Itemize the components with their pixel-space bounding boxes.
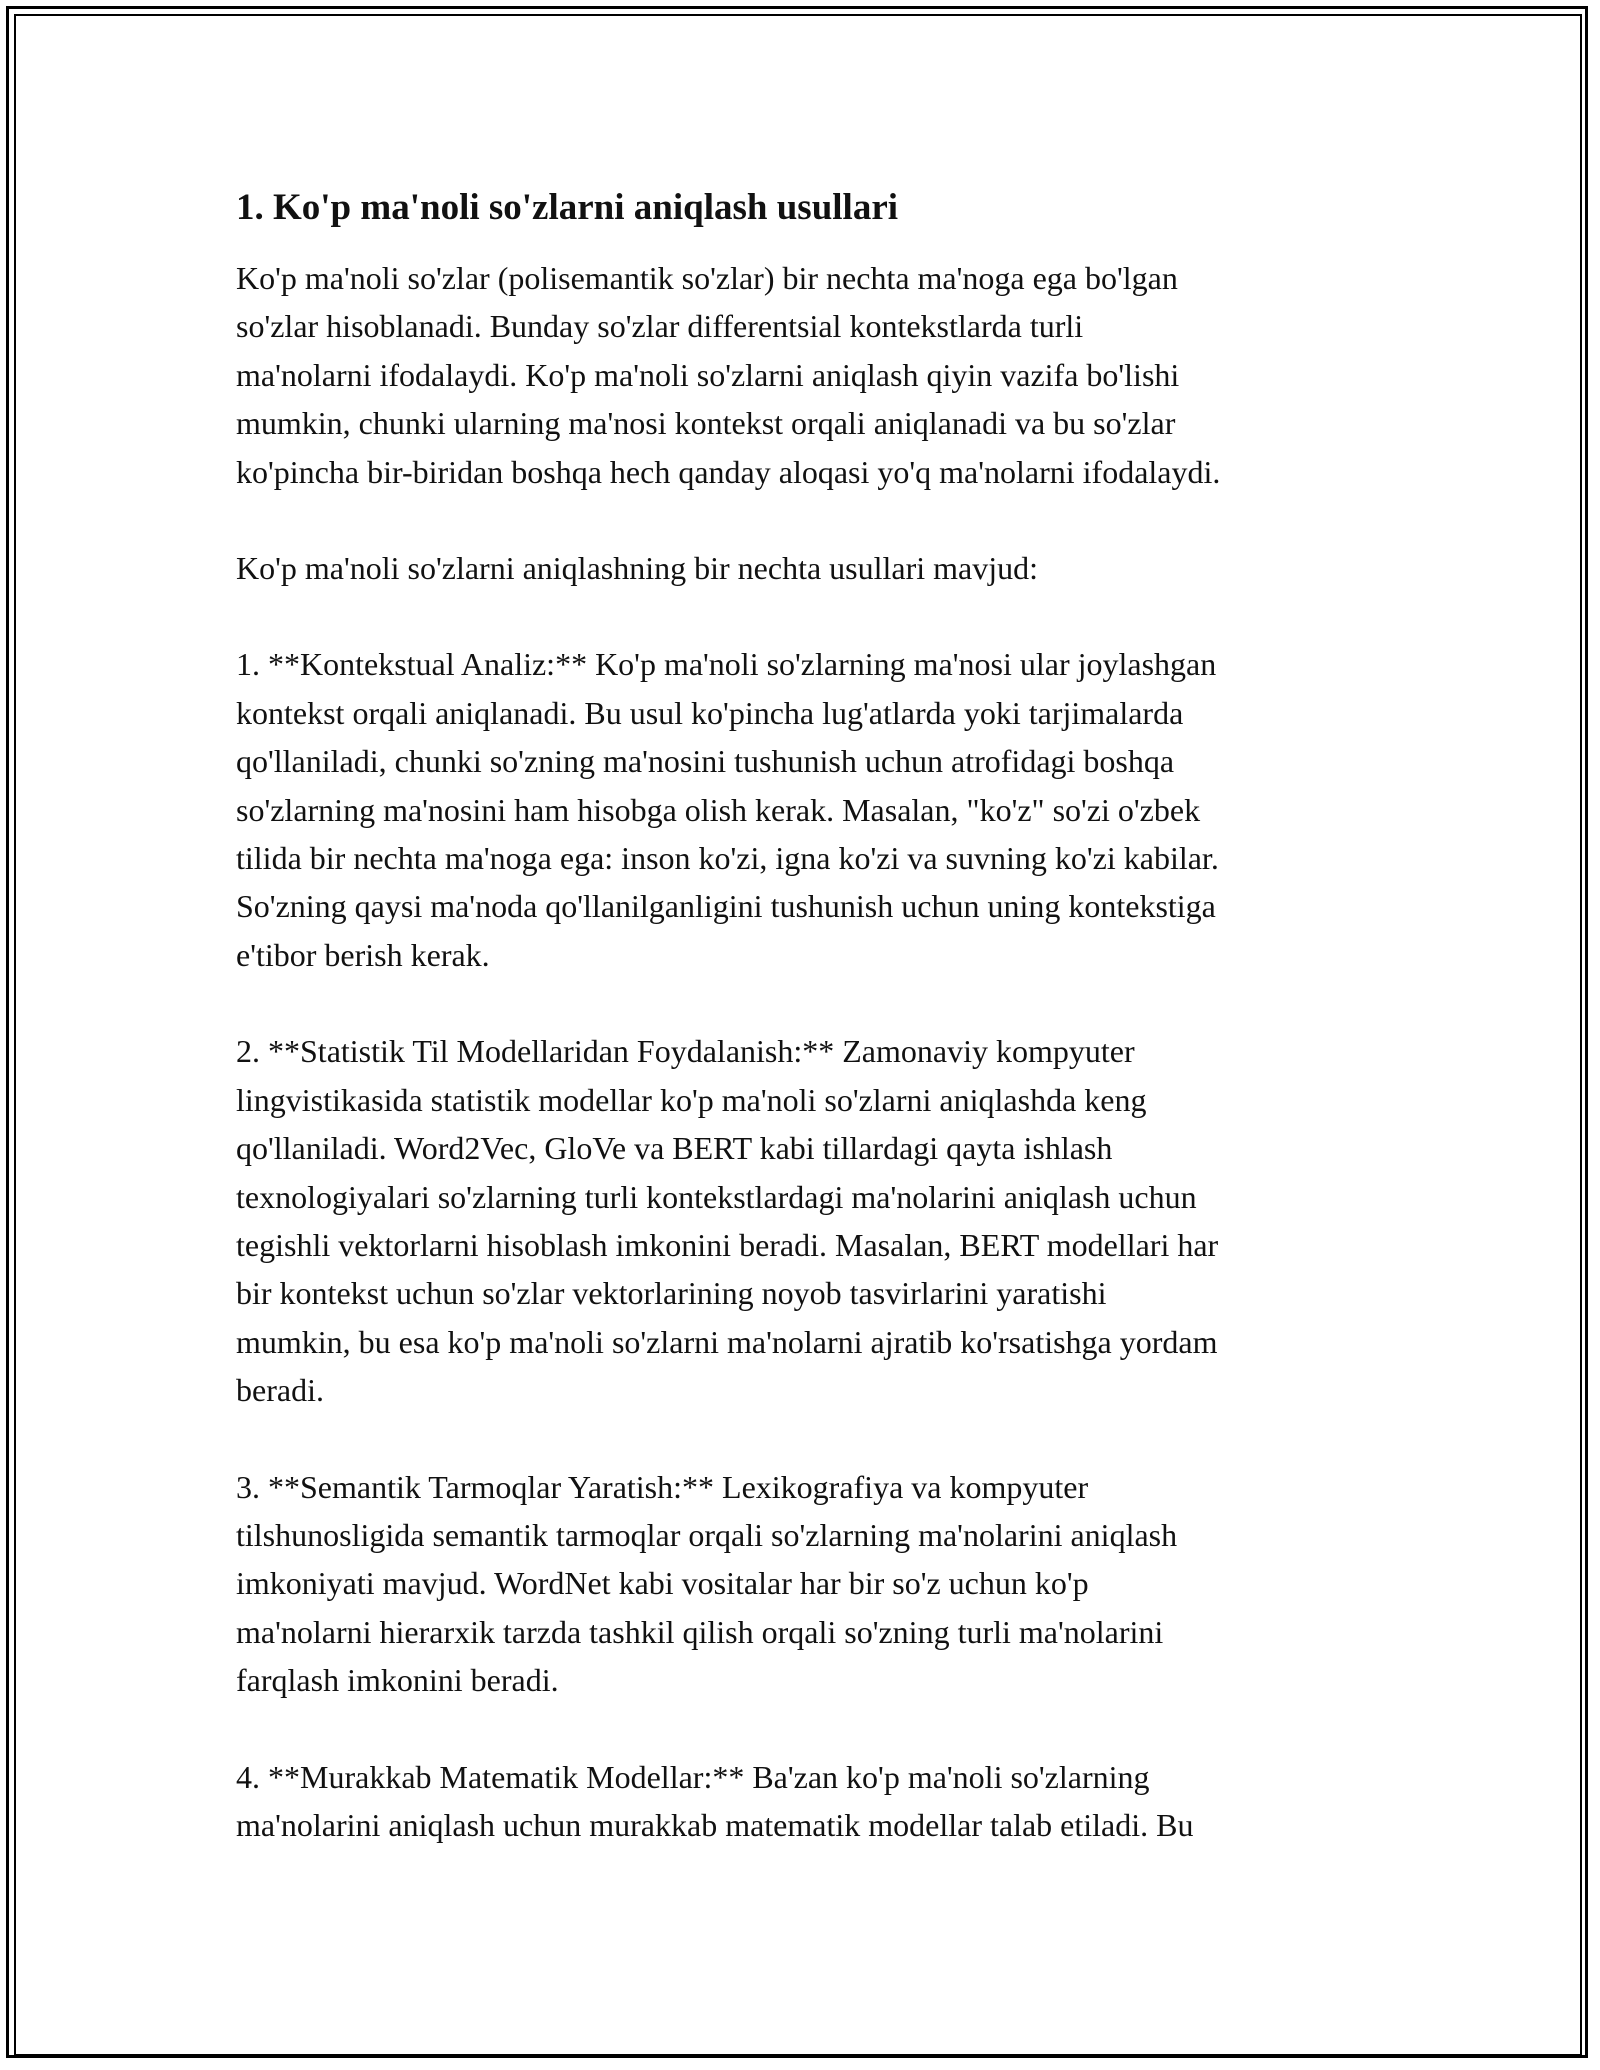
paragraph-method-4: 4. **Murakkab Matematik Modellar:** Ba'zan ko'p ma'noli so'zlarning ma'nolarini aniqlash uchun murakkab matematik modellar talab etiladi. Bu — [236, 1758, 1194, 1843]
paragraph-method-1: 1. **Kontekstual Analiz:** Ko'p ma'noli so'zlarning ma'nosi ular joylashgan kontekst orqali aniqlanadi. Bu usul ko'pincha lug'atlarda yoki tarjimalarda qo'llaniladi, chunki so'zning ma'nosini tushunish uchun atrofidagi boshqa so'zlarning ma'nosini ham hisobga olish kerak. Masalan, "ko'z" so'zi o'zbek tilida bir nechta ma'noga ega: inson ko'zi, igna ko'zi va suvning ko'zi kabilar. So'zning qaysi ma'noda qo'llanilganligini tushunish uchun uning kontekstiga e'tibor berish kerak. — [236, 646, 1219, 973]
paragraph-intro: Ko'p ma'noli so'zlar (polisemantik so'zlar) bir nechta ma'noga ega bo'lgan so'zlar hisoblanadi. Bunday so'zlar differentsial kontekstlarda turli ma'nolarni ifodalaydi. Ko'p ma'noli so'zlarni aniqlash qiyin vazifa bo'lishi mumkin, chunki ularning ma'nosi kontekst orqali aniqlanadi va bu so'zlar ko'pincha bir-biridan boshqa hech qanday aloqasi yo'q ma'nolarni ifodalaydi. — [236, 260, 1221, 490]
paragraph-method-3: 3. **Semantik Tarmoqlar Yaratish:** Lexikografiya va kompyuter tilshunosligida semantik tarmoqlar orqali so'zlarning ma'nolarini aniqlash imkoniyati mavjud. WordNet kabi vositalar har bir so'z uchun ko'p ma'nolarni hierarxik tarzda tashkil qilish orqali so'zning turli ma'nolarini farqlash imkonini beradi. — [236, 1468, 1178, 1699]
section-heading: 1. Ko'p ma'noli so'zlarni aniqlash usullari — [236, 187, 899, 228]
document-body — [236, 184, 1376, 1897]
paragraph-methods-lead: Ko'p ma'noli so'zlarni aniqlashning bir nechta usullari mavjud: — [236, 550, 1039, 587]
paragraph-method-2: 2. **Statistik Til Modellaridan Foydalanish:** Zamonaviy kompyuter lingvistikasida statistik modellar ko'p ma'noli so'zlarni aniqlashda keng qo'llaniladi. Word2Vec, GloVe va BERT kabi tillardagi qayta ishlash texnologiyalari so'zlarning turli kontekstlardagi ma'nolarini aniqlash uchun tegishli vektorlarni hisoblash imkonini beradi. Masalan, BERT modellari har bir kontekst uchun so'zlar vektorlarining noyob tasvirlarini yaratishi mumkin, bu esa ko'p ma'noli so'zlarni ma'nolarni ajratib ko'rsatishga yordam beradi. — [236, 1033, 1219, 1409]
